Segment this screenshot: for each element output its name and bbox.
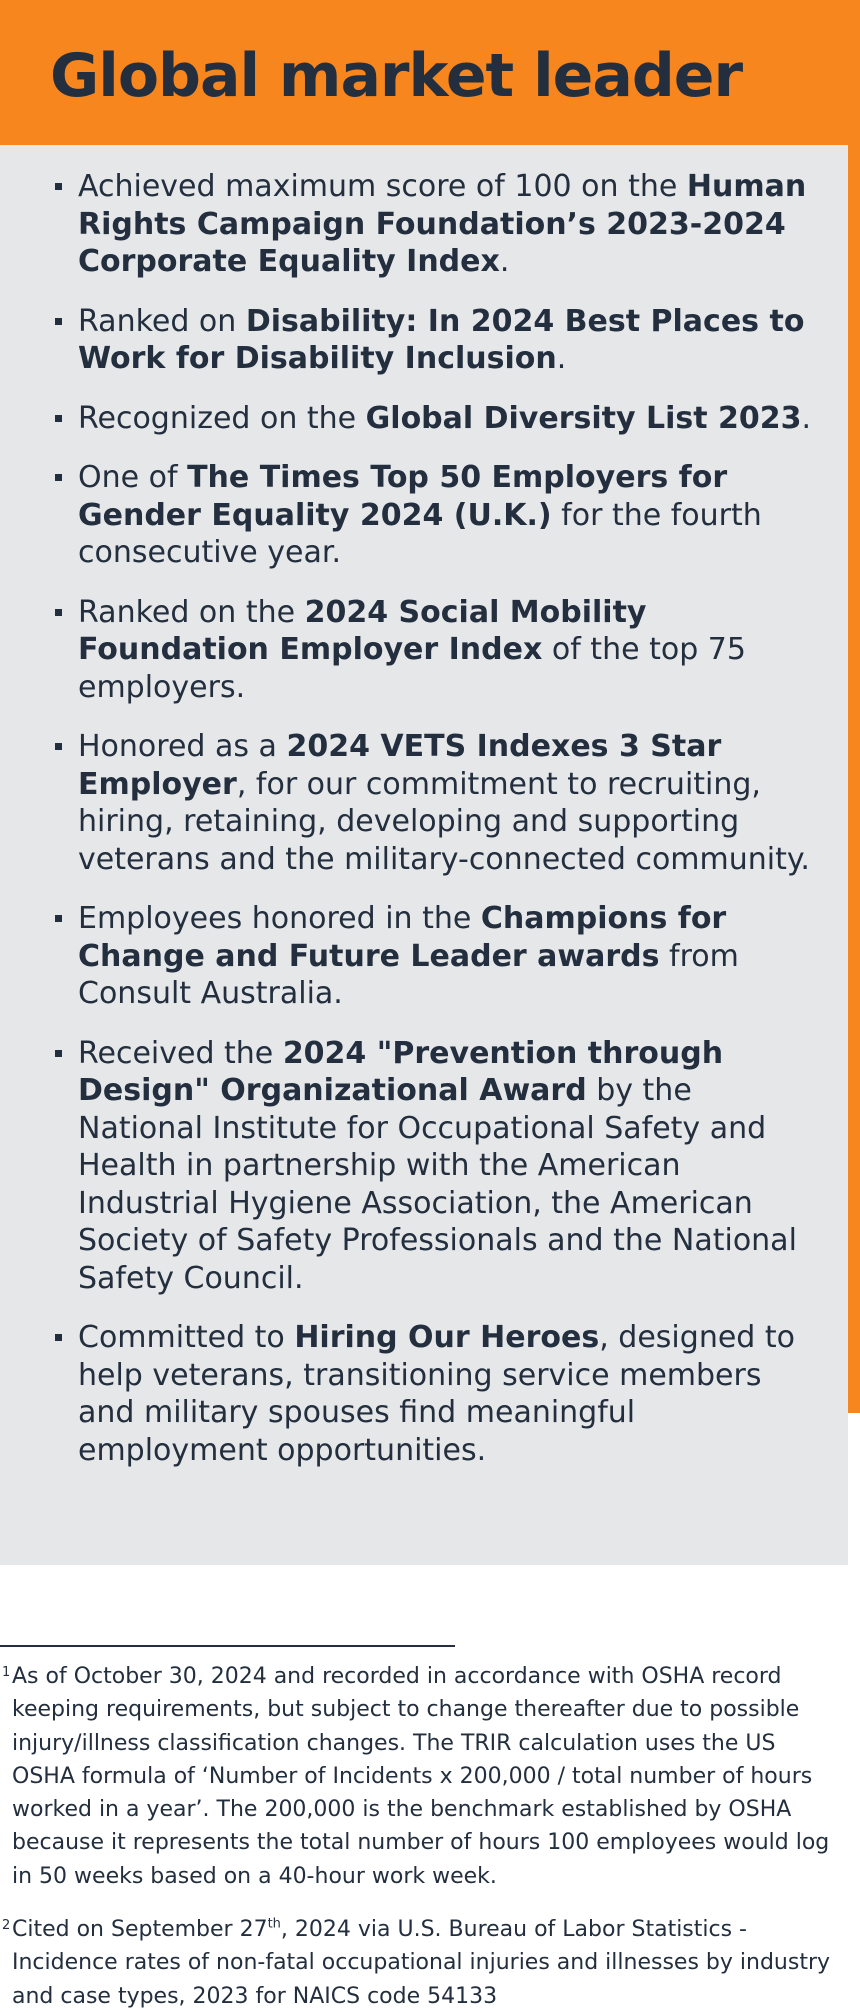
footnote-2 — [2, 1913, 832, 2013]
bullet-marker — [55, 609, 62, 616]
award-name: Human Rights Campaign Foundation’s 2023-2024 Corporate Equality Index — [78, 169, 807, 279]
footnote-text: Cited on September 27 — [12, 1917, 268, 1942]
header-banner — [0, 0, 860, 145]
bullet-marker — [55, 474, 62, 481]
list-item: Achieved maximum score of 100 on the Human Rights Campaign Foundation’s 2023-2024 Corporate Equality Index. — [52, 168, 812, 281]
bullet-marker — [55, 183, 62, 190]
award-name: Disability: In 2024 Best Places to Work for Disability Inclusion — [78, 303, 805, 376]
award-name: 2024 VETS Indexes 3 Star Employer — [78, 729, 722, 802]
list-item: Received the 2024 "Prevention through Design" Organizational Award by the National Institute for Occupational Safety and Health in partnership with the American Industrial Hygiene Association, the American Society of Safety Professionals and the National Safety Council. — [52, 1035, 812, 1298]
award-name: Hiring Our Heroes — [294, 1320, 600, 1355]
bullet-marker — [55, 415, 62, 422]
award-name: Global Diversity List 2023 — [365, 400, 802, 436]
footnote-divider — [0, 1645, 455, 1647]
bullet-marker — [55, 1050, 62, 1057]
page-title: Global market leader — [50, 41, 743, 111]
bullet-marker — [55, 1334, 62, 1341]
bullet-marker — [55, 318, 62, 325]
list-item: Ranked on the 2024 Social Mobility Foundation Employer Index of the top 75 employers. — [52, 594, 812, 707]
footnote-marker: 1 — [2, 1665, 11, 1680]
list-item: Recognized on the Global Diversity List 2023. — [52, 400, 812, 438]
award-name: 2024 Social Mobility Foundation Employer Index — [78, 594, 647, 667]
list-item: Committed to Hiring Our Heroes, designed to help veterans, transitioning service members and military spouses find meaningful employment opportunities. — [52, 1319, 812, 1469]
list-item: Honored as a 2024 VETS Indexes 3 Star Employer, for our commitment to recruiting, hiring, retaining, developing and supporting veterans and the military-connected community. — [52, 728, 812, 878]
footnote-text: , 2024 via U.S. Bureau of Labor Statistics - Incidence rates of non-fatal occupational injuries and illnesses by industry and case types, 2023 for NAICS code 54133 — [12, 1917, 831, 2009]
bullet-marker — [55, 743, 62, 750]
footnote-text: As of October 30, 2024 and recorded in accordance with OSHA record keeping requirements, but subject to change thereafter due to possible injury/illness classification changes. The TRIR calculation uses the US OSHA formula of ‘Number of Incidents x 200,000 / total number of hours worked in a year’. The 200,000 is the benchmark established by OSHA because it represents the total number of hours 100 employees would log in 50 weeks based on a 40-hour work week. — [12, 1664, 830, 1889]
footnote-marker: 2 — [2, 1918, 11, 1933]
bullet-marker — [55, 915, 62, 922]
award-name: 2024 "Prevention through Design" Organizational Award — [78, 1035, 724, 1108]
list-item: Ranked on Disability: In 2024 Best Places to Work for Disability Inclusion. — [52, 303, 812, 378]
award-name: Champions for Change and Future Leader awards — [78, 901, 727, 974]
footnote-1 — [2, 1660, 832, 1893]
accolades-list — [52, 168, 812, 1491]
list-item: One of The Times Top 50 Employers for Gender Equality 2024 (U.K.) for the fourth consecutive year. — [52, 459, 812, 572]
accent-bar — [848, 145, 860, 1413]
award-name: The Times Top 50 Employers for Gender Equality 2024 (U.K.) — [78, 460, 728, 533]
ordinal-suffix: th — [267, 1916, 281, 1932]
list-item: Employees honored in the Champions for Change and Future Leader awards from Consult Australia. — [52, 900, 812, 1013]
